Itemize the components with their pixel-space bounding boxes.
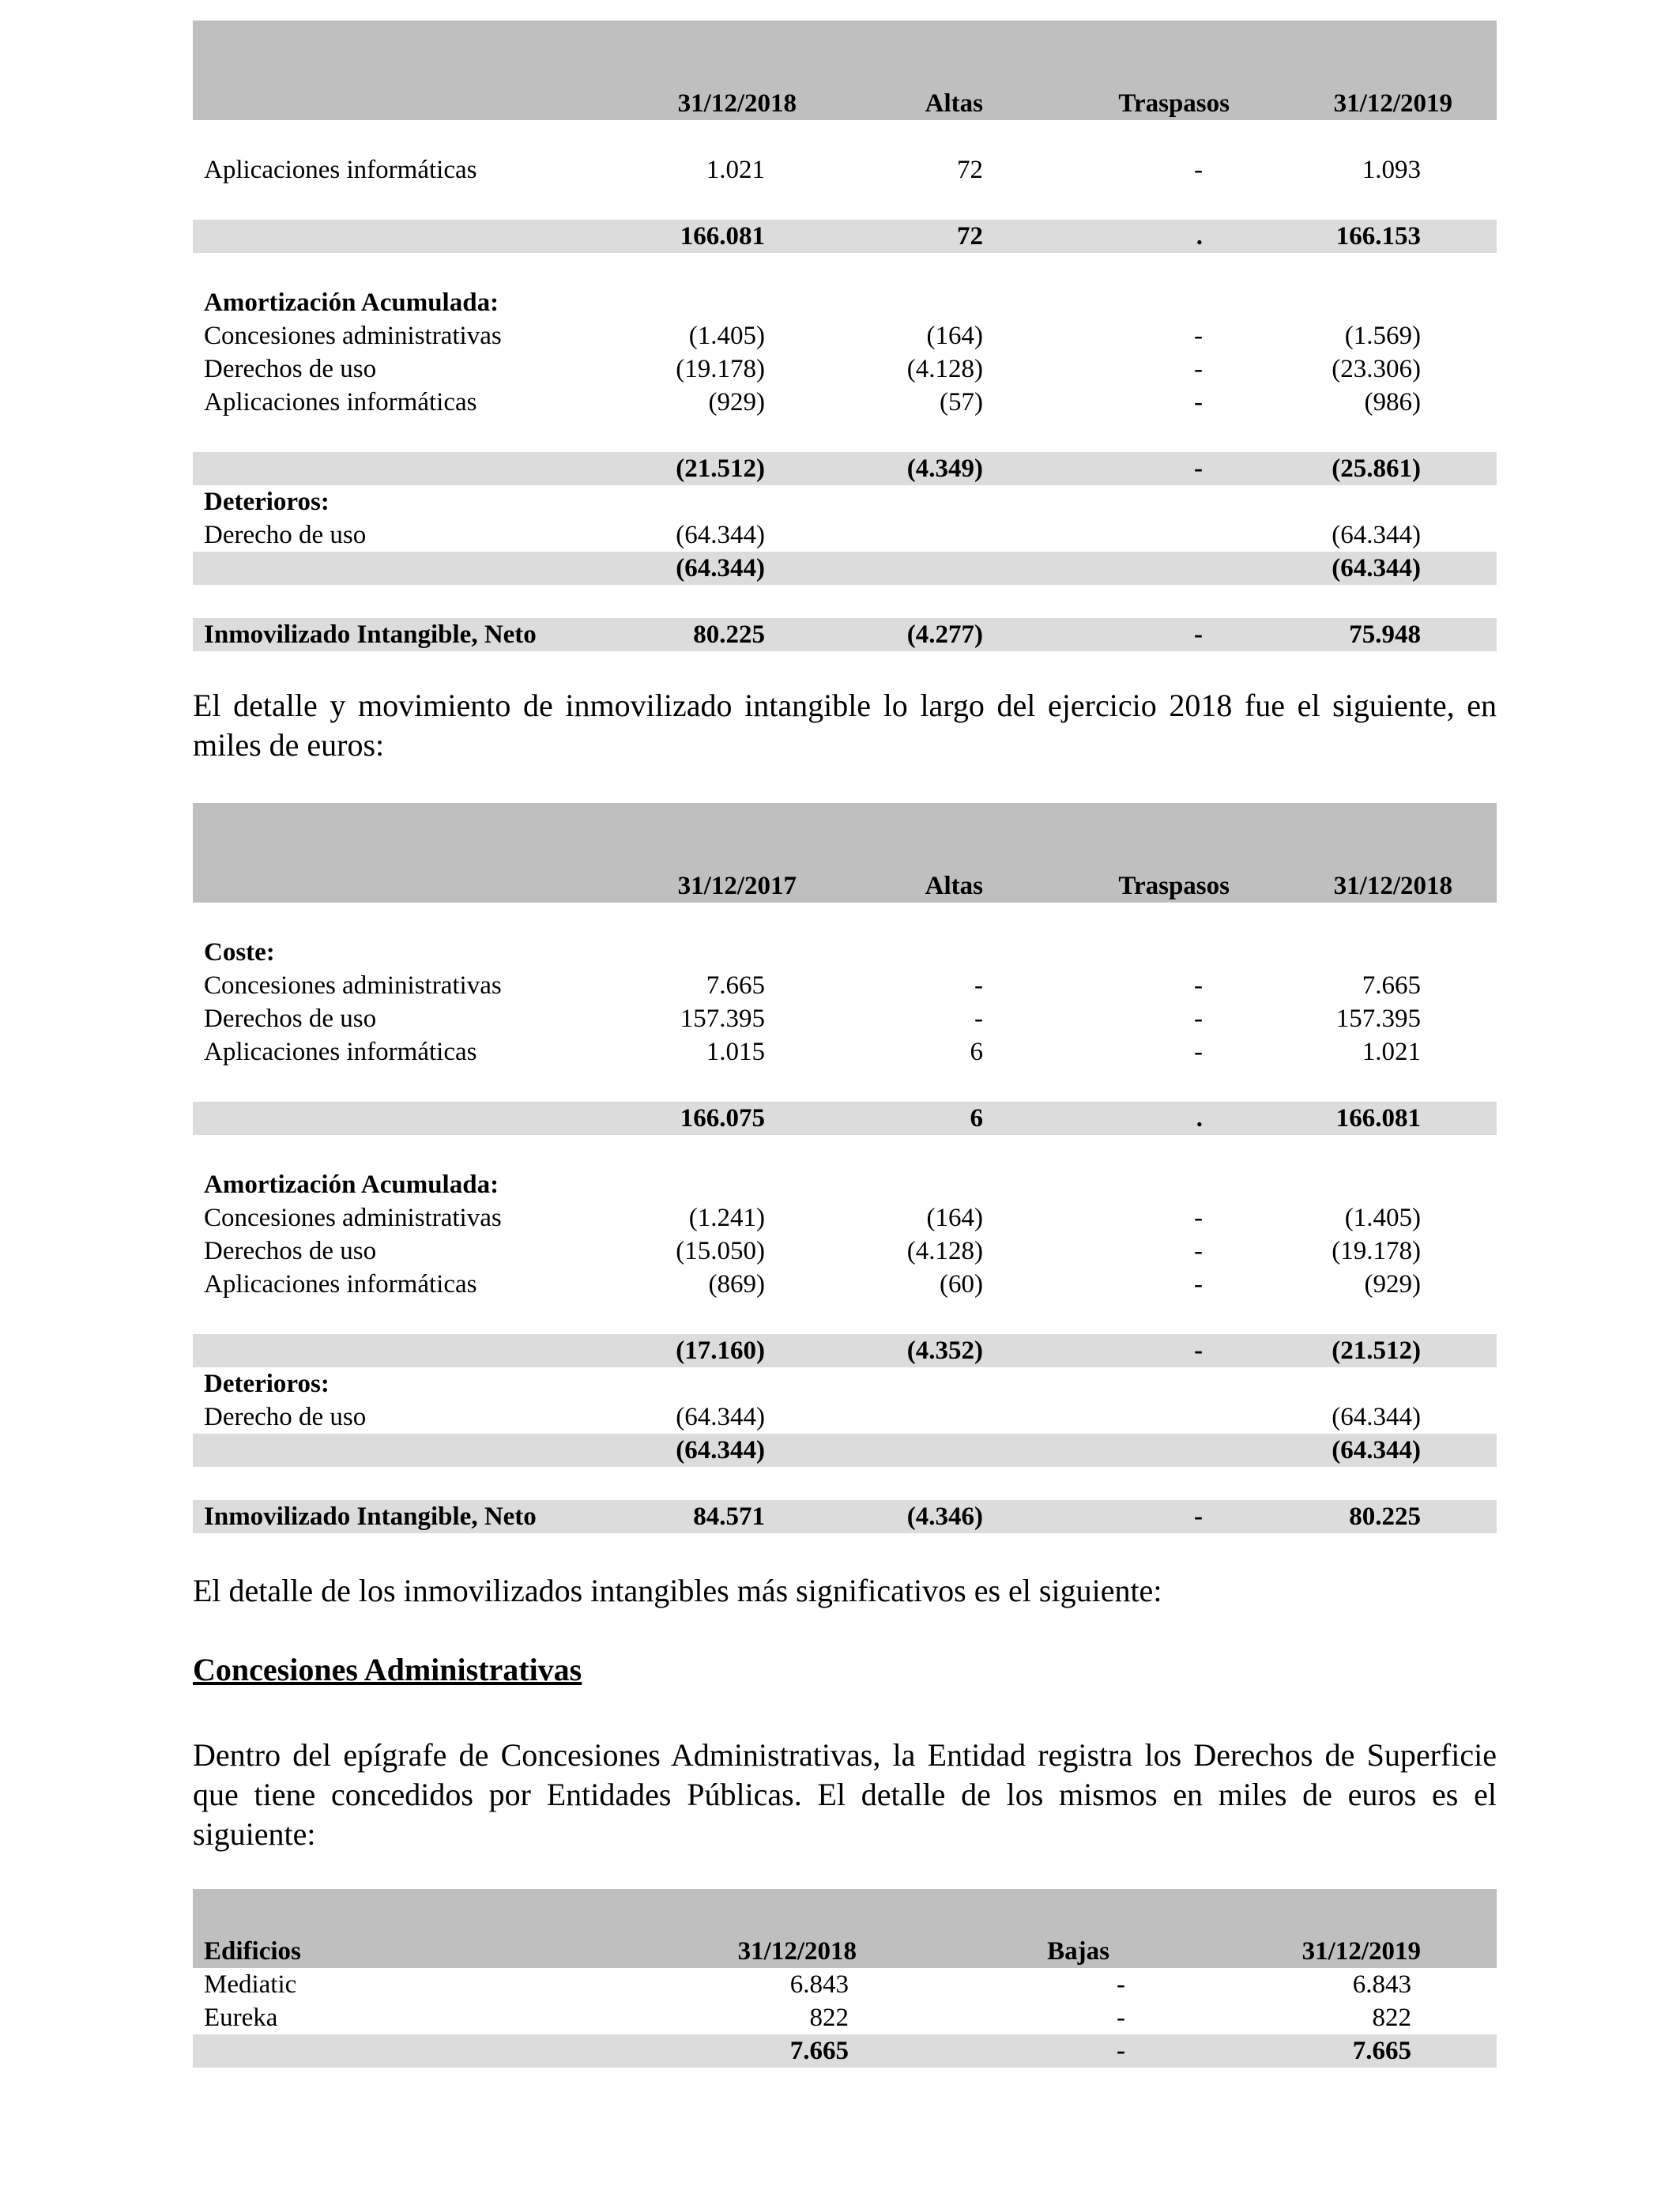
cell-col-0: Derechos de uso: [204, 355, 377, 383]
paragraph-significant: El detalle de los inmovilizados intangibles más significativos es el siguiente:: [193, 1573, 1162, 1608]
cell-col-4: 7.665: [1362, 971, 1421, 1000]
cell-col-1: 1.021: [706, 156, 765, 184]
header-col-2: Bajas: [1047, 1937, 1109, 1966]
spacer-row: [193, 585, 1497, 618]
section-row: [193, 936, 1497, 969]
spacer-row: [193, 1135, 1497, 1168]
spacer-row: [193, 187, 1497, 220]
cell-col-4: (64.344): [1332, 521, 1421, 549]
cell-col-4: 166.153: [1335, 222, 1421, 251]
cell-col-0: Derechos de uso: [204, 1237, 377, 1265]
cell-col-0: Inmovilizado Intangible, Neto: [204, 1502, 537, 1531]
table-row: [193, 518, 1497, 552]
cell-col-4: (64.344): [1332, 1403, 1421, 1431]
cell-col-1: (929): [708, 388, 765, 417]
cell-col-2: 6: [970, 1038, 983, 1066]
cell-col-1: 80.225: [693, 620, 765, 649]
header-col-3: Traspasos: [1118, 872, 1230, 900]
table-row: [193, 352, 1497, 386]
cell-col-1: (64.344): [676, 1436, 765, 1465]
cell-col-3: -: [1194, 355, 1203, 383]
cell-col-2: (57): [940, 388, 983, 417]
cell-col-0: Eureka: [204, 2004, 278, 2032]
section-heading: Concesiones Administrativas: [193, 1652, 582, 1687]
cell-col-0: Aplicaciones informáticas: [204, 1038, 477, 1066]
cell-col-4: (986): [1364, 388, 1421, 417]
paragraph-concesiones: Dentro del epígrafe de Concesiones Administrativas, la Entidad registra los Derechos de Superficie que tiene concedidos por Entidades Públicas. El detalle de los mismos en miles de euros es el siguiente:: [193, 1737, 1497, 1852]
cell-col-3: 6.843: [1352, 1970, 1411, 1999]
cell-col-1: (64.344): [676, 521, 765, 549]
cell-col-1: (64.344): [676, 554, 765, 582]
cell-col-3: -: [1194, 1204, 1203, 1232]
spacer-row: [193, 253, 1497, 286]
cell-col-3: -: [1194, 322, 1203, 350]
header-col-1: 31/12/2018: [737, 1937, 857, 1966]
cell-col-4: 166.081: [1335, 1104, 1421, 1133]
cell-col-0: Concesiones administrativas: [204, 1204, 502, 1232]
total-row: [193, 552, 1497, 585]
cell-col-2: (164): [926, 322, 983, 350]
table-row: [193, 1201, 1497, 1235]
cell-col-2: (4.346): [906, 1502, 983, 1531]
concesiones-table: [193, 1889, 1497, 2068]
table-row: [193, 386, 1497, 419]
total-row: [193, 1434, 1497, 1467]
cell-col-0: Amortización Acumulada:: [204, 1171, 499, 1199]
cell-col-1: (17.160): [676, 1336, 765, 1365]
cell-col-0: Concesiones administrativas: [204, 322, 502, 350]
total-row: [193, 1500, 1497, 1533]
cell-col-4: 1.093: [1362, 156, 1421, 184]
cell-col-0: Mediatic: [204, 1970, 297, 1999]
cell-col-0: Coste:: [204, 938, 275, 967]
header-col-1: 31/12/2018: [677, 89, 797, 118]
header-col-4: 31/12/2019: [1333, 89, 1452, 118]
cell-col-3: -: [1194, 1038, 1203, 1066]
section-row: [193, 1367, 1497, 1400]
table-row: [193, 1035, 1497, 1069]
cell-col-1: 1.015: [706, 1038, 765, 1066]
table-row: [193, 1268, 1497, 1301]
cell-col-0: Inmovilizado Intangible, Neto: [204, 620, 537, 649]
cell-col-1: (64.344): [676, 1403, 765, 1431]
cell-col-0: Amortización Acumulada:: [204, 288, 499, 317]
table-row: [193, 153, 1497, 187]
cell-col-3: -: [1194, 620, 1203, 649]
cell-col-2: -: [1117, 2037, 1125, 2065]
section-row: [193, 1168, 1497, 1201]
cell-col-4: (64.344): [1332, 554, 1421, 582]
table-header: [193, 1889, 1497, 1968]
cell-col-2: (4.352): [906, 1336, 983, 1365]
cell-col-0: Deterioros:: [204, 488, 330, 516]
cell-col-3: .: [1196, 1104, 1203, 1133]
cell-col-4: 75.948: [1349, 620, 1421, 649]
section-row: [193, 286, 1497, 319]
cell-col-0: Derecho de uso: [204, 521, 367, 549]
cell-col-1: 7.665: [789, 2037, 849, 2065]
cell-col-3: 7.665: [1352, 2037, 1411, 2065]
cell-col-4: (23.306): [1332, 355, 1421, 383]
cell-col-0: Concesiones administrativas: [204, 971, 502, 1000]
table-row: [193, 1968, 1497, 2001]
header-col-4: 31/12/2018: [1333, 872, 1452, 900]
table-row: [193, 2001, 1497, 2034]
cell-col-2: (4.128): [906, 1237, 983, 1265]
spacer-row: [193, 1467, 1497, 1500]
spacer-row: [193, 1069, 1497, 1102]
intangible-movement-table-2019: [193, 21, 1497, 651]
cell-col-1: 7.665: [706, 971, 765, 1000]
total-row: [193, 618, 1497, 651]
cell-col-2: (4.277): [906, 620, 983, 649]
spacer-row: [193, 120, 1497, 153]
cell-col-2: (164): [926, 1204, 983, 1232]
cell-col-0: Aplicaciones informáticas: [204, 1270, 477, 1299]
table-row: [193, 969, 1497, 1002]
total-row: [193, 452, 1497, 485]
cell-col-4: 157.395: [1335, 1005, 1421, 1033]
spacer-row: [193, 1301, 1497, 1334]
spacer-row: [193, 903, 1497, 936]
cell-col-1: (21.512): [676, 454, 765, 483]
section-row: [193, 485, 1497, 518]
cell-col-1: (1.241): [688, 1204, 765, 1232]
cell-col-4: (19.178): [1332, 1237, 1421, 1265]
cell-col-1: 157.395: [680, 1005, 765, 1033]
cell-col-2: (60): [940, 1270, 983, 1299]
cell-col-1: (15.050): [676, 1237, 765, 1265]
total-row: [193, 220, 1497, 253]
cell-col-2: -: [974, 1005, 983, 1033]
cell-col-2: -: [1117, 2004, 1125, 2032]
cell-col-1: 822: [809, 2004, 849, 2032]
spacer-row: [193, 419, 1497, 452]
total-row: [193, 1102, 1497, 1135]
cell-col-1: (869): [708, 1270, 765, 1299]
cell-col-1: (19.178): [676, 355, 765, 383]
cell-col-1: 166.081: [680, 222, 765, 251]
table-header: [193, 803, 1497, 903]
cell-col-4: (1.405): [1344, 1204, 1421, 1232]
cell-col-2: -: [1117, 1970, 1125, 1999]
cell-col-3: .: [1196, 222, 1203, 251]
header-col-2: Altas: [925, 89, 983, 118]
cell-col-3: -: [1194, 1237, 1203, 1265]
table-row: [193, 1400, 1497, 1434]
header-col-1: 31/12/2017: [677, 872, 797, 900]
cell-col-4: 1.021: [1362, 1038, 1421, 1066]
cell-col-4: (21.512): [1332, 1336, 1421, 1365]
table-row: [193, 1002, 1497, 1035]
cell-col-4: (25.861): [1332, 454, 1421, 483]
cell-col-3: -: [1194, 1336, 1203, 1365]
cell-col-2: (4.349): [906, 454, 983, 483]
header-col-3: 31/12/2019: [1301, 1937, 1421, 1966]
table-row: [193, 1235, 1497, 1268]
cell-col-3: -: [1194, 1005, 1203, 1033]
cell-col-2: (4.128): [906, 355, 983, 383]
cell-col-1: (1.405): [688, 322, 765, 350]
header-col-0: Edificios: [204, 1937, 301, 1966]
cell-col-2: 72: [957, 222, 983, 251]
cell-col-0: Derecho de uso: [204, 1403, 367, 1431]
table-header: [193, 21, 1497, 120]
total-row: [193, 2034, 1497, 2068]
cell-col-4: (64.344): [1332, 1436, 1421, 1465]
total-row: [193, 1334, 1497, 1367]
cell-col-3: -: [1194, 1270, 1203, 1299]
cell-col-2: 6: [970, 1104, 983, 1133]
cell-col-0: Aplicaciones informáticas: [204, 388, 477, 417]
paragraph-intro-2018: El detalle y movimiento de inmovilizado intangible lo largo del ejercicio 2018 fue el siguiente, en miles de euros:: [193, 688, 1497, 763]
header-col-2: Altas: [925, 872, 983, 900]
cell-col-0: Deterioros:: [204, 1370, 330, 1398]
cell-col-1: 6.843: [789, 1970, 849, 1999]
cell-col-0: Derechos de uso: [204, 1005, 377, 1033]
cell-col-3: -: [1194, 1502, 1203, 1531]
cell-col-3: -: [1194, 454, 1203, 483]
cell-col-3: 822: [1372, 2004, 1411, 2032]
cell-col-4: 80.225: [1349, 1502, 1421, 1531]
cell-col-3: -: [1194, 156, 1203, 184]
cell-col-1: 166.075: [680, 1104, 765, 1133]
cell-col-2: -: [974, 971, 983, 1000]
cell-col-2: 72: [957, 156, 983, 184]
intangible-movement-table-2018: [193, 803, 1497, 1533]
cell-col-4: (929): [1364, 1270, 1421, 1299]
cell-col-1: 84.571: [693, 1502, 765, 1531]
cell-col-0: Aplicaciones informáticas: [204, 156, 477, 184]
table-row: [193, 319, 1497, 352]
cell-col-4: (1.569): [1344, 322, 1421, 350]
cell-col-3: -: [1194, 388, 1203, 417]
cell-col-3: -: [1194, 971, 1203, 1000]
header-col-3: Traspasos: [1118, 89, 1230, 118]
